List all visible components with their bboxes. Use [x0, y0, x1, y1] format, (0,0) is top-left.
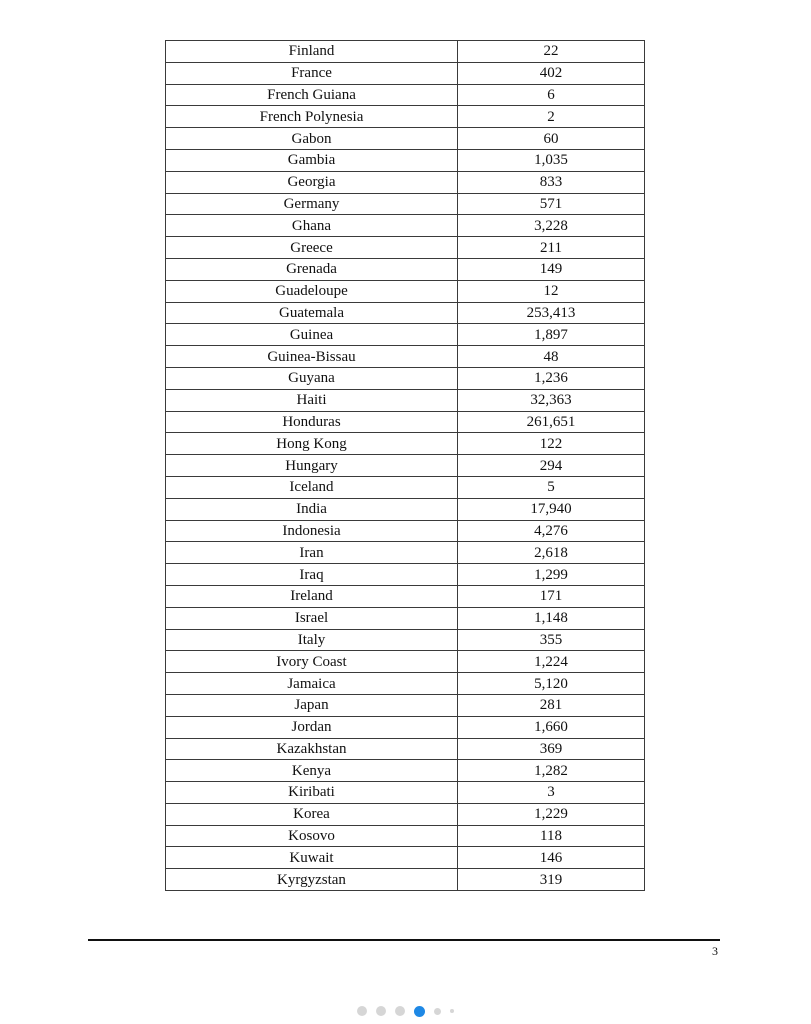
table-row — [166, 498, 645, 520]
country-cell: Hong Kong — [166, 433, 458, 455]
table-row — [166, 193, 645, 215]
table-row — [166, 564, 645, 586]
country-cell: Guatemala — [166, 302, 458, 324]
page-dot-5[interactable] — [434, 1008, 441, 1015]
country-cell: Guadeloupe — [166, 280, 458, 302]
country-cell: India — [166, 498, 458, 520]
country-cell: Iceland — [166, 476, 458, 498]
table-row — [166, 324, 645, 346]
page-number: 3 — [712, 944, 718, 958]
table-body — [166, 41, 645, 891]
table-row — [166, 128, 645, 150]
country-cell: Italy — [166, 629, 458, 651]
table-row — [166, 760, 645, 782]
value-cell: 253,413 — [458, 302, 645, 324]
value-cell: 369 — [458, 738, 645, 760]
table-row — [166, 629, 645, 651]
table-row — [166, 62, 645, 84]
value-cell: 146 — [458, 847, 645, 869]
value-cell: 1,035 — [458, 149, 645, 171]
table-row — [166, 847, 645, 869]
table-row — [166, 673, 645, 695]
value-cell: 22 — [458, 41, 645, 63]
country-cell: Guinea-Bissau — [166, 346, 458, 368]
table-row — [166, 455, 645, 477]
country-cell: Kuwait — [166, 847, 458, 869]
value-cell: 211 — [458, 237, 645, 259]
value-cell: 5,120 — [458, 673, 645, 695]
value-cell: 1,229 — [458, 803, 645, 825]
table-row — [166, 803, 645, 825]
table-row — [166, 716, 645, 738]
value-cell: 833 — [458, 171, 645, 193]
table-row — [166, 476, 645, 498]
value-cell: 1,897 — [458, 324, 645, 346]
table-row — [166, 106, 645, 128]
table-row — [166, 607, 645, 629]
country-cell: Japan — [166, 694, 458, 716]
page-dot-1[interactable] — [357, 1006, 367, 1016]
country-cell: Korea — [166, 803, 458, 825]
country-count-table — [165, 40, 645, 891]
value-cell: 17,940 — [458, 498, 645, 520]
country-cell: Jamaica — [166, 673, 458, 695]
table-row — [166, 433, 645, 455]
table-row — [166, 302, 645, 324]
value-cell: 1,660 — [458, 716, 645, 738]
country-cell: Hungary — [166, 455, 458, 477]
value-cell: 118 — [458, 825, 645, 847]
table-row — [166, 869, 645, 891]
table-row — [166, 411, 645, 433]
value-cell: 32,363 — [458, 389, 645, 411]
page-dot-4-active[interactable] — [414, 1006, 425, 1017]
country-cell: Honduras — [166, 411, 458, 433]
value-cell: 319 — [458, 869, 645, 891]
value-cell: 60 — [458, 128, 645, 150]
country-cell: Ivory Coast — [166, 651, 458, 673]
value-cell: 281 — [458, 694, 645, 716]
country-cell: Finland — [166, 41, 458, 63]
table-row — [166, 280, 645, 302]
footer-divider — [88, 939, 720, 941]
country-cell: Grenada — [166, 258, 458, 280]
table-row — [166, 782, 645, 804]
country-cell: Ireland — [166, 585, 458, 607]
page-indicator[interactable] — [0, 1003, 811, 1019]
country-cell: Guinea — [166, 324, 458, 346]
country-cell: Haiti — [166, 389, 458, 411]
value-cell: 2,618 — [458, 542, 645, 564]
country-cell: Kosovo — [166, 825, 458, 847]
country-cell: Ghana — [166, 215, 458, 237]
value-cell: 48 — [458, 346, 645, 368]
country-cell: Greece — [166, 237, 458, 259]
value-cell: 2 — [458, 106, 645, 128]
country-cell: Iraq — [166, 564, 458, 586]
table-row — [166, 585, 645, 607]
value-cell: 122 — [458, 433, 645, 455]
value-cell: 571 — [458, 193, 645, 215]
value-cell: 3,228 — [458, 215, 645, 237]
country-cell: Jordan — [166, 716, 458, 738]
country-cell: French Guiana — [166, 84, 458, 106]
value-cell: 5 — [458, 476, 645, 498]
country-cell: Kenya — [166, 760, 458, 782]
table-row — [166, 389, 645, 411]
value-cell: 6 — [458, 84, 645, 106]
country-cell: Gabon — [166, 128, 458, 150]
country-cell: Indonesia — [166, 520, 458, 542]
table-row — [166, 651, 645, 673]
country-cell: Kiribati — [166, 782, 458, 804]
table-row — [166, 171, 645, 193]
value-cell: 12 — [458, 280, 645, 302]
table-row — [166, 367, 645, 389]
value-cell: 171 — [458, 585, 645, 607]
country-cell: Gambia — [166, 149, 458, 171]
value-cell: 1,224 — [458, 651, 645, 673]
country-cell: Germany — [166, 193, 458, 215]
value-cell: 1,299 — [458, 564, 645, 586]
table-row — [166, 41, 645, 63]
country-cell: Kyrgyzstan — [166, 869, 458, 891]
page-dot-3[interactable] — [395, 1006, 405, 1016]
country-cell: Georgia — [166, 171, 458, 193]
country-cell: France — [166, 62, 458, 84]
value-cell: 149 — [458, 258, 645, 280]
table-row — [166, 237, 645, 259]
page-dot-6[interactable] — [450, 1009, 454, 1013]
country-cell: French Polynesia — [166, 106, 458, 128]
value-cell: 1,282 — [458, 760, 645, 782]
table-row — [166, 738, 645, 760]
page-dot-2[interactable] — [376, 1006, 386, 1016]
value-cell: 1,148 — [458, 607, 645, 629]
country-cell: Guyana — [166, 367, 458, 389]
table-row — [166, 520, 645, 542]
value-cell: 261,651 — [458, 411, 645, 433]
table-row — [166, 694, 645, 716]
value-cell: 355 — [458, 629, 645, 651]
value-cell: 402 — [458, 62, 645, 84]
table-row — [166, 825, 645, 847]
country-cell: Kazakhstan — [166, 738, 458, 760]
table-row — [166, 84, 645, 106]
value-cell: 1,236 — [458, 367, 645, 389]
table-row — [166, 258, 645, 280]
country-cell: Israel — [166, 607, 458, 629]
value-cell: 4,276 — [458, 520, 645, 542]
table-row — [166, 542, 645, 564]
table-row — [166, 149, 645, 171]
country-cell: Iran — [166, 542, 458, 564]
table-row — [166, 346, 645, 368]
table-row — [166, 215, 645, 237]
value-cell: 3 — [458, 782, 645, 804]
value-cell: 294 — [458, 455, 645, 477]
